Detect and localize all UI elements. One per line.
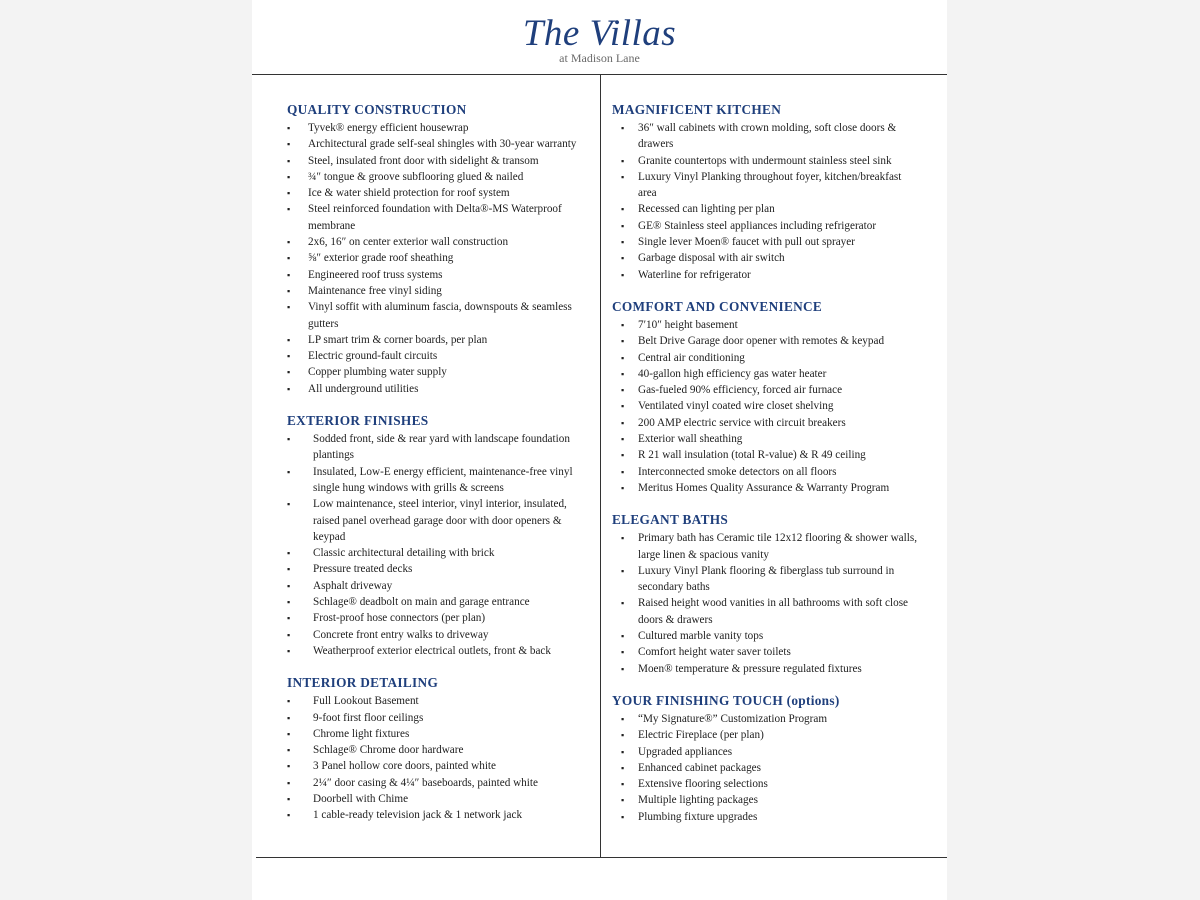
section-list-elegant-baths [612,530,917,677]
list-item-text: Full Lookout Basement [313,695,419,708]
list-item-text: Moen® temperature & pressure regulated fixtures [638,662,862,675]
list-item [287,332,592,348]
list-item-text: GE® Stainless steel appliances including refrigerator [638,219,877,232]
bullet-icon: ▪ [621,779,625,790]
list-item-text: Pressure treated decks [313,563,413,576]
list-item [287,431,592,464]
list-item [287,726,592,742]
list-item-text: Central air conditioning [638,351,745,364]
list-item [287,185,592,201]
list-item [287,299,592,332]
list-item [612,760,917,776]
list-item-text: 3 Panel hollow core doors, painted white [313,760,496,773]
list-item [287,775,592,791]
list-item-text: Single lever Moen® faucet with pull out sprayer [638,236,855,249]
bullet-icon: ▪ [621,319,625,330]
list-item-text: Concrete front entry walks to driveway [313,628,489,641]
bullet-icon: ▪ [287,383,291,394]
list-item [612,644,917,660]
list-item [287,348,592,364]
bullet-icon: ▪ [287,745,291,756]
list-item [612,595,917,628]
list-item [612,350,917,366]
bullet-icon: ▪ [287,237,291,248]
list-item [612,563,917,596]
list-item [287,561,592,577]
list-item-text: 7′10″ height basement [638,318,738,331]
list-item-text: Luxury Vinyl Planking throughout foyer, kitchen/breakfast area [638,170,902,200]
list-item [612,153,917,169]
list-item-text: Chrome light fixtures [313,727,410,740]
list-item [287,250,592,266]
list-item-text: Engineered roof truss systems [308,268,443,281]
list-item-text: Multiple lighting packages [638,794,758,807]
list-item-text: Sodded front, side & rear yard with landscape foundation plantings [313,433,570,462]
list-item-text: 200 AMP electric service with circuit breakers [638,416,846,429]
list-item [612,382,917,398]
document-subtitle: at Madison Lane [559,51,640,65]
bullet-icon: ▪ [621,385,625,396]
list-item [612,267,917,283]
list-item-text: LP smart trim & corner boards, per plan [308,333,488,346]
list-item [612,333,917,349]
bullet-icon: ▪ [287,351,291,362]
list-item [612,792,917,808]
left-column [287,100,592,838]
section-heading-comfort-and-convenience: COMFORT AND CONVENIENCE [612,298,823,314]
list-item [287,742,592,758]
list-item [287,496,592,545]
bullet-icon: ▪ [287,155,291,166]
bullet-icon: ▪ [621,417,625,428]
bullet-icon: ▪ [287,204,291,215]
list-item [287,610,592,626]
list-item-text: Architectural grade self-seal shingles with 30-year warranty [308,138,577,151]
list-item [287,710,592,726]
bullet-icon: ▪ [287,367,291,378]
list-item [287,283,592,299]
list-item [612,398,917,414]
section-heading-elegant-baths: ELEGANT BATHS [612,512,729,528]
section-heading-interior-detailing: INTERIOR DETAILING [287,675,439,691]
bullet-icon: ▪ [621,368,625,379]
list-item-text: Tyvek® energy efficient housewrap [308,122,469,134]
list-item-text: Plumbing fixture upgrades [638,810,758,823]
list-item-text: “My Signature®” Customization Program [638,712,828,725]
bullet-icon: ▪ [621,352,625,363]
list-item [287,136,592,152]
list-item [287,464,592,497]
list-item [287,169,592,185]
bullet-icon: ▪ [621,598,625,609]
list-item-text: 1 cable-ready television jack & 1 network jack [313,809,523,822]
list-item [612,120,917,153]
list-item-text: Ventilated vinyl coated wire closet shelving [638,400,834,413]
list-item-text: Schlage® Chrome door hardware [313,744,464,757]
bullet-icon: ▪ [621,647,625,658]
bullet-icon: ▪ [621,482,625,493]
list-item-text: 2¼″ door casing & 4¼″ baseboards, painted white [313,776,538,789]
bullet-icon: ▪ [287,597,291,608]
bullet-icon: ▪ [621,123,625,133]
list-item [612,661,917,677]
list-item-text: Low maintenance, steel interior, vinyl interior, insulated, raised panel overhead garage door with door openers & keypad [313,498,567,543]
bullet-icon: ▪ [287,629,291,640]
list-item-text: Enhanced cabinet packages [638,761,761,774]
list-item-text: Granite countertops with undermount stainless steel sink [638,154,892,167]
section-list-exterior-finishes [287,431,592,659]
bullet-icon: ▪ [287,580,291,591]
list-item-text: Electric Fireplace (per plan) [638,729,764,742]
list-item [287,267,592,283]
bullet-icon: ▪ [621,663,625,674]
right-column [612,100,917,839]
list-item-text: Extensive flooring selections [638,778,768,791]
list-item [287,807,592,823]
list-item-text: Recessed can lighting per plan [638,203,775,216]
list-item [612,366,917,382]
list-item [287,627,592,643]
bullet-icon: ▪ [621,253,625,264]
document-title: The Villas [522,13,677,54]
bullet-icon: ▪ [287,728,291,739]
list-item [287,693,592,709]
list-item [612,201,917,217]
list-item-text: R 21 wall insulation (total R-value) & R 49 ceiling [638,449,866,462]
bullet-icon: ▪ [287,810,291,821]
list-item-text: Maintenance free vinyl siding [308,284,442,297]
list-item [287,120,592,136]
bullet-icon: ▪ [287,499,291,510]
document-page [252,0,947,900]
bullet-icon: ▪ [287,253,291,264]
bullet-icon: ▪ [287,613,291,624]
bullet-icon: ▪ [621,401,625,412]
list-item [287,234,592,250]
bullet-icon: ▪ [287,761,291,772]
list-item-text: Meritus Homes Quality Assurance & Warranty Program [638,481,890,494]
list-item [612,530,917,563]
list-item-text: ⅝″ exterior grade roof sheathing [308,252,454,265]
bullet-icon: ▪ [287,139,291,150]
section-list-comfort-and-convenience [612,317,917,496]
list-item-text: Primary bath has Ceramic tile 12x12 flooring & shower walls, large linen & spacious vanity [638,532,918,561]
bullet-icon: ▪ [287,548,291,559]
list-item [612,431,917,447]
list-item-text: 2x6, 16″ on center exterior wall construction [308,236,509,249]
list-item-text: Belt Drive Garage door opener with remotes & keypad [638,335,885,348]
list-item-text: Frost-proof hose connectors (per plan) [313,612,486,625]
list-item-text: Insulated, Low-E energy efficient, maintenance-free vinyl single hung windows with grills & screens [313,465,573,494]
bullet-icon: ▪ [621,631,625,642]
list-item [612,169,917,202]
list-item-text: 36″ wall cabinets with crown molding, soft close doors & drawers [638,122,897,151]
list-item-text: Steel, insulated front door with sidelight & transom [308,154,539,167]
list-item [612,711,917,727]
list-item-text: Waterline for refrigerator [638,268,751,281]
list-item-text: Classic architectural detailing with brick [313,547,495,560]
list-item [287,791,592,807]
list-item [612,234,917,250]
list-item [612,480,917,496]
bullet-icon: ▪ [287,285,291,296]
list-item-text: 40-gallon high efficiency gas water heater [638,367,827,380]
list-item-text: ¾″ tongue & groove subflooring glued & nailed [308,170,524,183]
list-item-text: Interconnected smoke detectors on all floors [638,465,837,478]
list-item [287,153,592,169]
list-item-text: Steel reinforced foundation with Delta®-MS Waterproof membrane [308,203,562,232]
bullet-icon: ▪ [287,696,291,707]
bullet-icon: ▪ [621,565,625,576]
bullet-icon: ▪ [621,220,625,231]
bullet-icon: ▪ [287,302,291,313]
bullet-icon: ▪ [621,336,625,347]
list-item [612,744,917,760]
list-item-text: 9-foot first floor ceilings [313,711,424,724]
list-item [612,415,917,431]
bullet-icon: ▪ [621,434,625,445]
bullet-icon: ▪ [287,171,291,182]
bullet-icon: ▪ [287,645,291,656]
bullet-icon: ▪ [621,269,625,280]
document-header [252,10,947,64]
bullet-icon: ▪ [287,269,291,280]
list-item-text: Copper plumbing water supply [308,366,447,379]
section-heading-quality-construction: QUALITY CONSTRUCTION [287,102,467,117]
bullet-icon: ▪ [621,730,625,741]
column-divider [600,75,601,857]
list-item [612,250,917,266]
list-item-text: Upgraded appliances [638,745,733,758]
section-heading-magnificent-kitchen: MAGNIFICENT KITCHEN [612,102,782,117]
bullet-icon: ▪ [287,712,291,723]
bullet-icon: ▪ [287,434,291,445]
bullet-icon: ▪ [621,450,625,461]
list-item-text: Raised height wood vanities in all bathrooms with soft close doors & drawers [638,597,909,626]
list-item [612,727,917,743]
list-item [287,643,592,659]
list-item [612,809,917,825]
bullet-icon: ▪ [621,762,625,773]
bullet-icon: ▪ [621,795,625,806]
list-item-text: Gas-fueled 90% efficiency, forced air furnace [638,384,843,397]
bullet-icon: ▪ [621,713,625,724]
list-item [287,364,592,380]
list-item [287,578,592,594]
section-list-magnificent-kitchen [612,120,917,283]
list-item [612,218,917,234]
list-item-text: Exterior wall sheathing [638,433,743,446]
bullet-icon: ▪ [621,237,625,248]
bullet-icon: ▪ [287,123,291,133]
list-item [287,381,592,397]
section-heading-your-finishing-touch-options: YOUR FINISHING TOUCH (options) [612,692,840,708]
footer-rule [256,857,947,858]
bullet-icon: ▪ [621,204,625,215]
list-item-text: Doorbell with Chime [313,792,409,805]
bullet-icon: ▪ [287,466,291,477]
list-item-text: Asphalt driveway [313,579,393,592]
list-item-text: Vinyl soffit with aluminum fascia, downspouts & seamless gutters [308,301,572,330]
list-item-text: Comfort height water saver toilets [638,646,791,659]
bullet-icon: ▪ [621,466,625,477]
bullet-icon: ▪ [621,746,625,757]
list-item-text: All underground utilities [308,382,419,395]
bullet-icon: ▪ [621,811,625,822]
list-item-text: Garbage disposal with air switch [638,252,785,265]
section-list-quality-construction [287,120,592,397]
list-item-text: Ice & water shield protection for roof system [308,187,510,200]
bullet-icon: ▪ [621,155,625,166]
list-item-text: Electric ground-fault circuits [308,350,438,363]
list-item [612,447,917,463]
list-item-text: Luxury Vinyl Plank flooring & fiberglass tub surround in secondary baths [638,564,895,594]
bullet-icon: ▪ [287,793,291,804]
list-item [287,545,592,561]
list-item-text: Weatherproof exterior electrical outlets, front & back [313,644,551,657]
list-item [287,594,592,610]
bullet-icon: ▪ [287,564,291,575]
list-item [287,758,592,774]
bullet-icon: ▪ [621,171,625,182]
bullet-icon: ▪ [287,188,291,199]
section-heading-exterior-finishes: EXTERIOR FINISHES [287,413,429,429]
list-item-text: Schlage® deadbolt on main and garage entrance [313,596,530,609]
list-item [612,317,917,333]
bullet-icon: ▪ [287,777,291,788]
list-item [287,201,592,234]
bullet-icon: ▪ [287,334,291,345]
bullet-icon: ▪ [621,533,625,544]
list-item [612,628,917,644]
section-list-interior-detailing [287,693,592,823]
list-item [612,464,917,480]
section-list-your-finishing-touch-options [612,711,917,825]
list-item [612,776,917,792]
list-item-text: Cultured marble vanity tops [638,630,764,643]
